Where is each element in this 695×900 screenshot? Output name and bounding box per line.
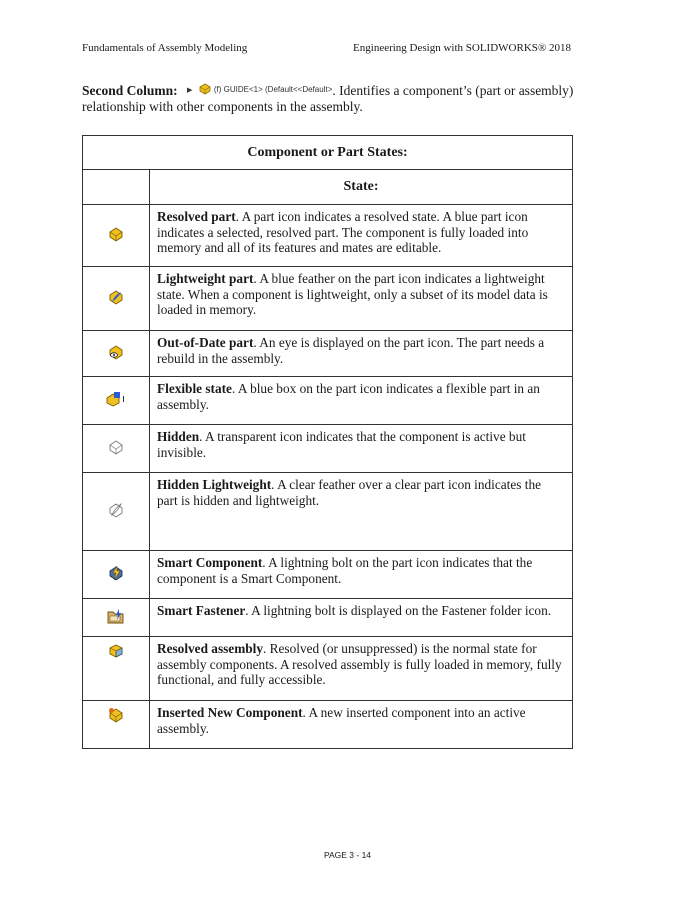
table-row <box>83 701 573 749</box>
hidden-part-icon <box>108 439 124 455</box>
table-row <box>83 473 573 551</box>
state-term: Hidden <box>157 429 200 444</box>
table-row <box>83 331 573 377</box>
table-row <box>83 425 573 473</box>
state-term: Inserted New Component <box>157 705 303 720</box>
table-title: Component or Part States: <box>83 136 573 170</box>
table-row <box>83 599 573 637</box>
state-term: Flexible state <box>157 381 232 396</box>
state-term: Hidden Lightweight <box>157 477 272 492</box>
part-icon <box>198 82 212 95</box>
state-term: Out-of-Date part <box>157 335 254 350</box>
state-term: Resolved part <box>157 209 236 224</box>
smart-component-icon <box>108 565 124 581</box>
resolved-part-icon <box>108 226 124 242</box>
state-description: . A lightning bolt on the part icon indicates that the component is a Smart Component. <box>157 555 533 586</box>
intro-label: Second Column: <box>82 83 178 98</box>
state-column-header: State: <box>150 170 573 205</box>
inserted-new-component-icon <box>108 707 124 723</box>
table-row <box>83 205 573 267</box>
intro-text: . Identifies a component’s (part or assembly) relationship with other components in the assembly. <box>82 83 574 114</box>
state-description: . A new inserted component into an active assembly. <box>157 705 526 736</box>
table-row <box>83 551 573 599</box>
expand-triangle-icon: ▶ <box>187 87 193 94</box>
lightweight-part-icon <box>108 289 124 305</box>
hidden-lightweight-icon <box>108 501 124 519</box>
state-term: Lightweight part <box>157 271 254 286</box>
state-description: . A part icon indicates a resolved state. A blue part icon indicates a selected, resolved part. The component is fully loaded into memory and all of its features and mates are editable. <box>157 209 529 255</box>
component-states-table <box>82 135 573 749</box>
table-title-row <box>83 136 573 170</box>
state-description: . An eye is displayed on the part icon. The part needs a rebuild in the assembly. <box>157 335 545 366</box>
feature-tree-item <box>181 82 332 99</box>
smart-fastener-icon <box>107 608 125 624</box>
feature-tree-item-label: (f) GUIDE<1> (Default<<Default> <box>213 85 333 94</box>
state-description: . A lightning bolt is displayed on the Fastener folder icon. <box>245 603 552 618</box>
state-description: . A clear feather over a clear part icon indicates the part is hidden and lightweight. <box>157 477 542 508</box>
table-row <box>83 637 573 701</box>
state-description: . A transparent icon indicates that the component is active but invisible. <box>157 429 526 460</box>
table-row <box>83 267 573 331</box>
intro-paragraph <box>82 82 582 115</box>
state-description: . Resolved (or unsuppressed) is the normal state for assembly components. A resolved assembly is fully loaded in memory, fully functional, and fully accessible. <box>157 641 562 687</box>
table-header-row <box>83 170 573 205</box>
page-number: PAGE 3 - 14 <box>323 850 372 860</box>
state-term: Smart Component <box>157 555 263 570</box>
icon-column-header <box>83 170 150 205</box>
table-row <box>83 377 573 425</box>
header-book-title: Engineering Design with SOLIDWORKS® 2018 <box>353 42 571 54</box>
header-chapter-title: Fundamentals of Assembly Modeling <box>82 42 248 54</box>
state-term: Smart Fastener <box>157 603 246 618</box>
state-description: . A blue feather on the part icon indicates a lightweight state. When a component is lightweight, only a subset of its model data is loaded in memory. <box>157 271 548 317</box>
state-description: . A blue box on the part icon indicates a flexible part in an assembly. <box>157 381 540 412</box>
flexible-state-icon <box>105 391 127 407</box>
resolved-assembly-icon <box>108 643 124 659</box>
state-term: Resolved assembly <box>157 641 264 656</box>
out-of-date-part-icon <box>108 344 124 360</box>
